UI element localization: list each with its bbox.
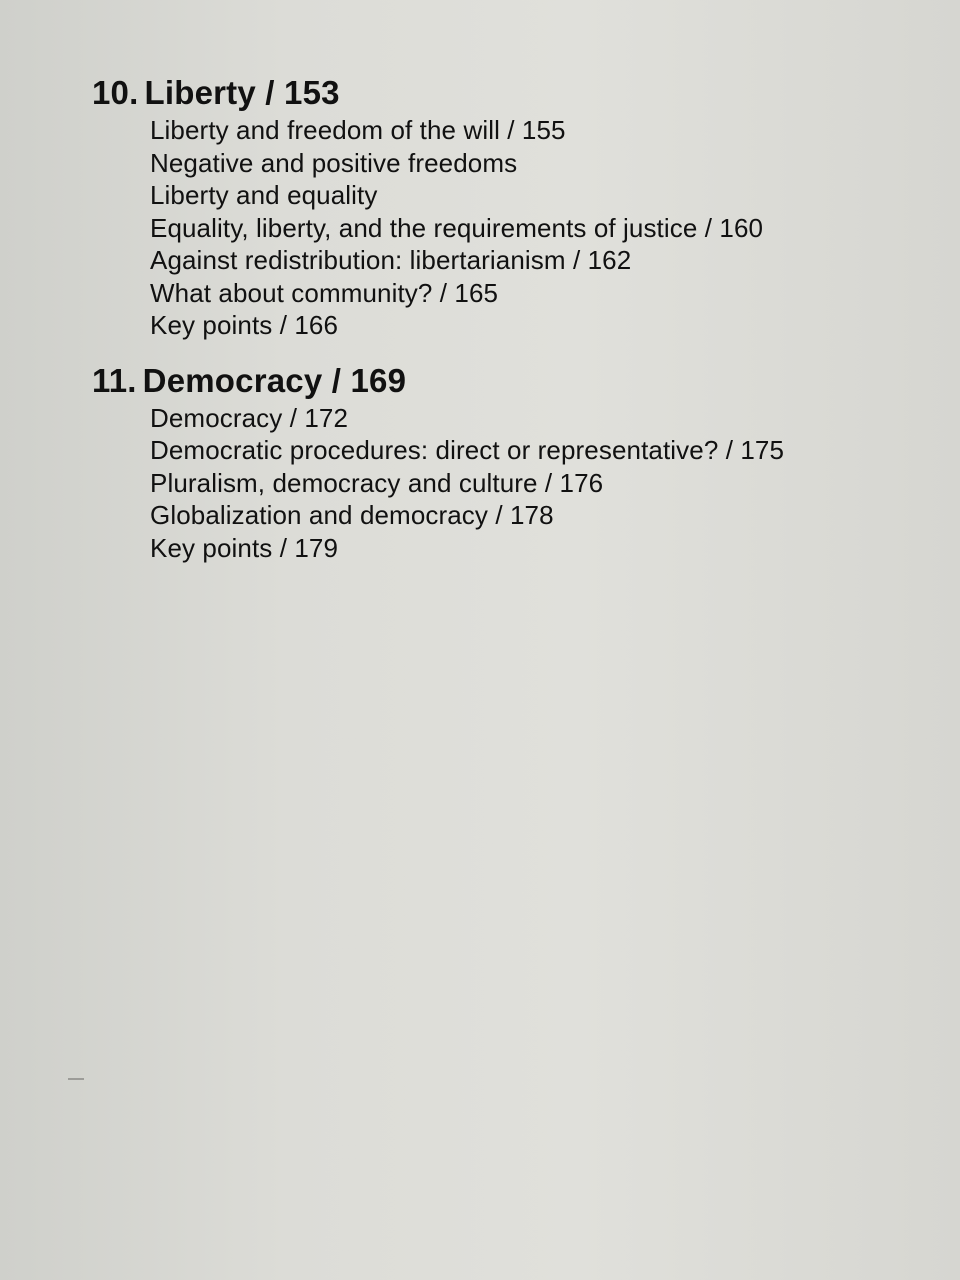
section-entry: Key points / 179	[150, 532, 339, 563]
chapter-10	[92, 72, 952, 342]
pencil-mark	[68, 1078, 84, 1080]
section-entry: Liberty and freedom of the will / 155	[150, 115, 566, 145]
section-entry: Globalization and democracy / 178	[150, 500, 554, 530]
chapter-heading	[92, 72, 952, 114]
section-entry: Democratic procedures: direct or representative? / 175	[150, 435, 785, 465]
chapter-11	[92, 360, 952, 565]
section-list	[92, 114, 952, 342]
chapter-number: 11.	[92, 361, 137, 399]
section-entry: What about community? / 165	[150, 277, 499, 308]
section-entry: Liberty and equality	[150, 180, 378, 210]
section-entry: Democracy / 172	[150, 402, 349, 433]
chapter-number: 10.	[92, 74, 139, 111]
table-of-contents	[92, 72, 952, 582]
section-entry: Equality, liberty, and the requirements of justice / 160	[150, 212, 764, 243]
section-entry: Key points / 166	[150, 310, 339, 340]
section-entry: Against redistribution: libertarianism / 162	[150, 245, 632, 275]
chapter-heading	[92, 360, 952, 402]
section-entry: Pluralism, democracy and culture / 176	[150, 467, 604, 498]
chapter-title: Democracy / 169	[142, 361, 407, 399]
section-list	[92, 402, 952, 565]
chapter-title: Liberty / 153	[144, 74, 340, 111]
section-entry: Negative and positive freedoms	[150, 147, 518, 178]
